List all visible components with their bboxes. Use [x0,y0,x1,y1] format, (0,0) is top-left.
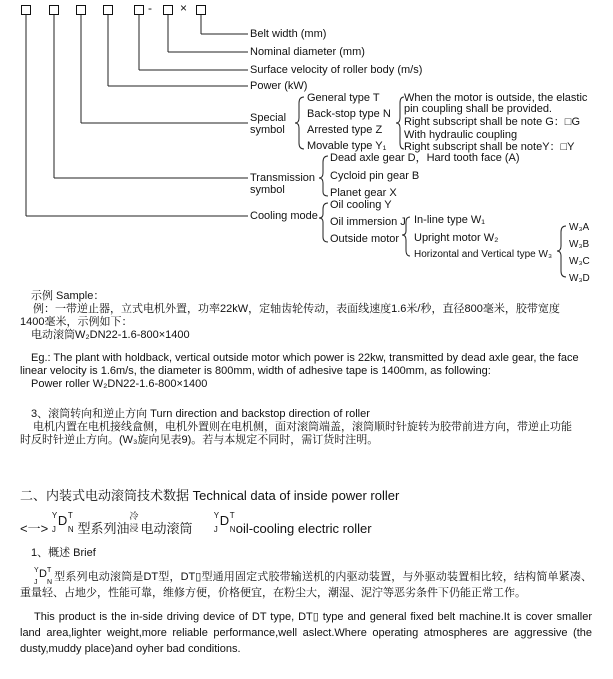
cooling-mode-label: Cooling mode [250,210,318,222]
model-sub-left: J [51,525,56,534]
cooling-item-oil-immersion: Oil immersion J [330,216,406,228]
model-sup-right-3: T [47,567,52,574]
model-main-3: D [39,568,47,580]
model-sup-left-3: Y [34,567,39,574]
model-symbol-2 [214,513,236,533]
transmission-item-dead-axle: Dead axle gear D，Hard tooth face (A) [330,152,520,164]
motor-item-inline: In-line type W₁ [414,214,485,226]
special-note-5: Right subscript shall be noteY：□Y [404,141,575,153]
model-sup-right: T [67,511,73,520]
w3-item-b: W₃B [569,239,590,250]
model-sub-right: N [67,525,74,534]
nominal-diameter-label: Nominal diameter (mm) [250,46,365,58]
subtitle-cn-2: 电动滚筒 [140,521,193,536]
motor-item-horizontal-vertical: Horizontal and Vertical type W₃ [414,249,553,260]
brief-en-paragraph [20,609,592,657]
special-note-1: When the motor is outside, the elastic [404,92,588,104]
model-symbol [52,513,74,533]
w3-item-a: W₃A [569,222,590,233]
code-times: × [180,1,188,15]
code-dash: - [148,1,152,15]
special-item-general: General type T [307,92,380,104]
model-main-2: D [219,513,230,528]
model-sub-left-3: J [34,579,38,586]
special-item-backstop: Back-stop type N [307,108,391,120]
sample-en-line-2: linear velocity is 1.6m/s, the diameter is 800mm, width of adhesive tape is 1400mm, as following: [20,365,491,377]
sample-heading: 示例 Sample： [31,290,105,302]
special-note-3: Right subscript shall be note G：□G [404,116,580,128]
series-subtitle [20,513,372,537]
transmission-symbol-label-1: Transmission [250,172,315,184]
model-main: D [57,513,68,528]
transmission-item-cycloid: Cycloid pin gear B [330,170,420,182]
w3-item-c: W₃C [569,256,590,267]
special-note-4: With hydraulic coupling [404,129,518,141]
model-sub-right-2: N [229,525,236,534]
transmission-symbol-label-2: symbol [250,184,285,196]
special-note-2: pin coupling shall be provided. [404,103,552,115]
special-symbol-label-1: Special [250,112,287,124]
motor-item-upright: Upright motor W₂ [414,232,499,244]
model-sup-left: Y [51,511,58,520]
power-label: Power (kW) [250,80,308,92]
model-sup-left-2: Y [213,511,220,520]
special-item-arrested: Arrested type Z [307,124,383,136]
transmission-item-planet: Planet gear X [330,187,397,199]
sample-en-line-3: Power roller W₂DN22-1.6-800×1400 [31,378,208,390]
sample-en-line-1: Eg.: The plant with holdback, vertical outside motor which power is 22kw, transmitted by dead axle gear, the face [31,352,579,364]
brief-heading: 1、概述 Brief [31,547,96,559]
cooling-item-outside-motor: Outside motor [330,233,400,245]
subtitle-prefix: <一> [20,521,49,536]
surface-velocity-label: Surface velocity of roller body (m/s) [250,64,423,76]
special-item-movable: Movable type Y₁ [307,140,387,152]
sample-cn-line-2: 1400毫米，示例如下： [20,316,133,328]
special-symbol-label-2: symbol [250,124,285,136]
direction-line-2: 时反时针逆止方向。(W₃旋向见表9)。若与本规定不同时，需订货时注明。 [20,434,379,446]
cooling-item-oil-cooling: Oil cooling Y [330,199,392,211]
cooling-mark-bottom: 浸 [129,523,139,533]
sample-cn-line-3: 电动滚筒W₂DN22-1.6-800×1400 [31,329,190,341]
model-sub-right-3: N [47,579,53,586]
w3-item-d: W₃D [569,273,590,284]
subtitle-en: oil-cooling electric roller [235,521,372,536]
brief-en-text: This product is the in-side driving device of DT type, DT▯ type and general fixed belt machine.It is cover smaller land area,lighter weight,more reliable performance,well aslect.Where operating atmospheres are aggressive (the dusty,muddy place)and oyher bad conditions. [20,611,592,655]
cooling-mark-top: 冷 [129,511,139,521]
section-title: 二、内装式电动滚筒技术数据 Technical data of inside power roller [20,488,400,503]
brief-cn-paragraph [20,568,592,601]
direction-heading: 3、滚筒转向和逆止方向 Turn direction and backstop direction of roller [31,408,370,420]
direction-line-1: 电机内置在电机接线盒侧，电机外置则在电机侧，面对滚筒端盖，滚筒顺时针旋转为胶带前进方向，带逆止功能 [33,421,572,433]
sample-cn-line-1: 例：一带逆止器，立式电机外置，功率22kW，定轴齿轮传动，表面线速度1.6米/秒，直径800毫米，胶带宽度 [33,303,560,315]
model-sup-right-2: T [229,511,235,520]
belt-width-label: Belt width (mm) [250,28,327,40]
brief-cn-text: 型系列电动滚筒是DT型，DT▯型通用固定式胶带输送机的内驱动装置，与外驱动装置相比较，结构简单紧凑、重量轻、占地少，性能可靠，维修方便，价格便宜，在粉尘大，潮湿、泥泞等恶劣条件下仍能正常工作。 [20,571,592,599]
model-symbol-3 [34,567,54,586]
subtitle-cn: 型系列油 [77,521,130,536]
cooling-mark [129,513,140,533]
model-sub-left-2: J [213,525,218,534]
